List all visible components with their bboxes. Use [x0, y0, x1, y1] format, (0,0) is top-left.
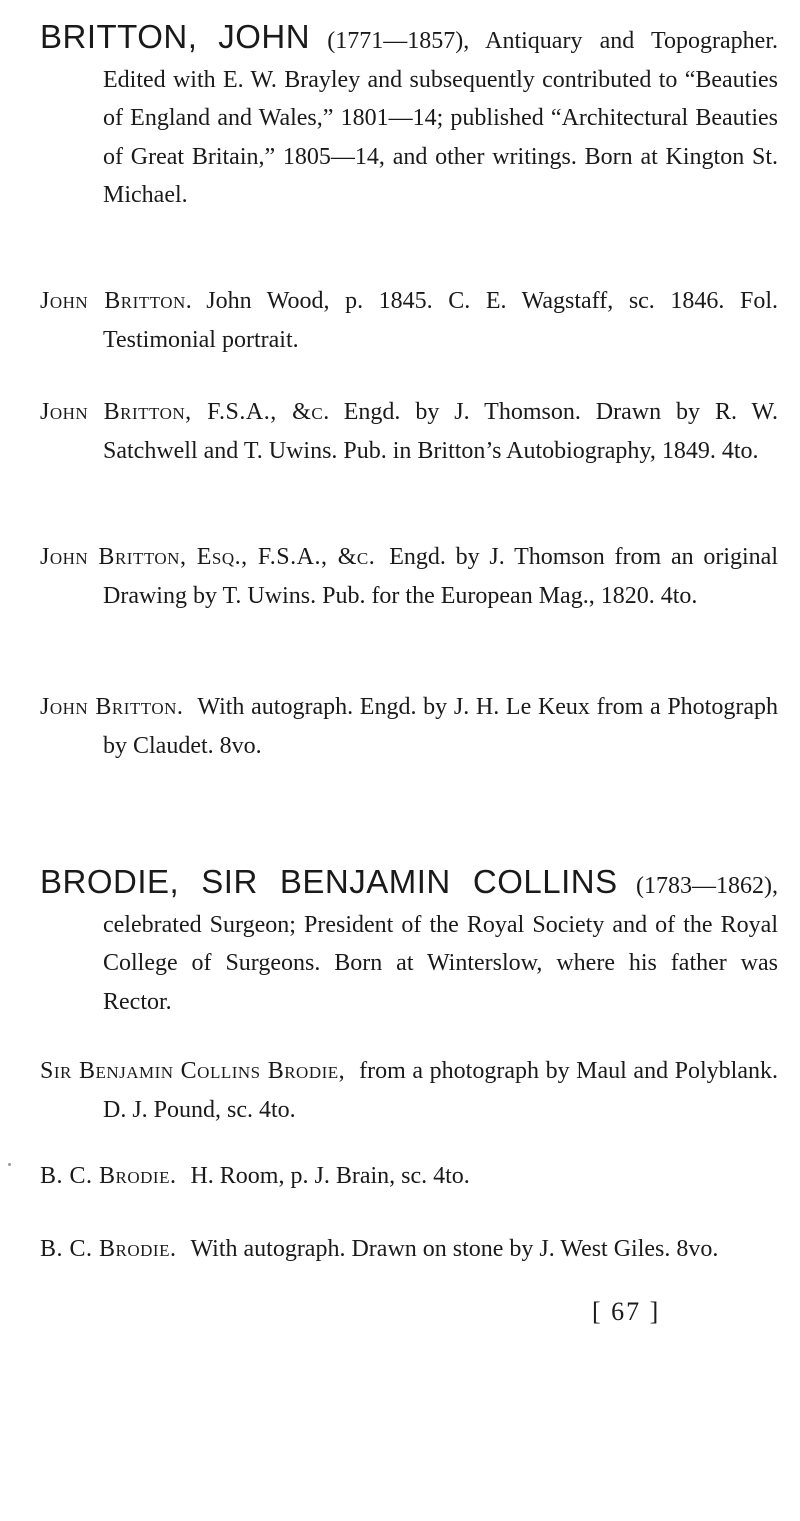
portrait-title: John Britton, F.S.A., &c. — [40, 399, 330, 425]
portrait-title: Sir Benjamin Collins Brodie, — [40, 1058, 346, 1084]
portrait-entry — [40, 393, 778, 470]
portrait-entry — [40, 282, 778, 359]
portrait-entry — [40, 688, 778, 765]
portrait-entry — [40, 1230, 778, 1269]
portrait-text: With autograph. Drawn on stone by J. West Giles. 8vo. — [190, 1236, 719, 1262]
britton-portrait-3 — [40, 538, 778, 615]
britton-dates: (1771—1857), — [327, 28, 470, 54]
brodie-portrait-2 — [40, 1157, 778, 1196]
portrait-text: With autograph. Engd. by J. H. Le Keux from a Photograph by Claudet. 8vo. — [103, 694, 778, 759]
britton-portrait-1 — [40, 282, 778, 359]
portrait-entry — [40, 538, 778, 615]
portrait-title: B. C. Brodie. — [40, 1163, 177, 1189]
portrait-entry — [40, 1157, 778, 1196]
portrait-title: John Britton, Esq., F.S.A., &c. — [40, 544, 376, 570]
portrait-text: John Wood, p. 1845. C. E. Wagstaff, sc. 1846. Fol. Testimonial portrait. — [103, 288, 778, 353]
portrait-title: John Britton. — [40, 288, 193, 314]
brodie-heading — [40, 863, 778, 1021]
brodie-portrait-3 — [40, 1230, 778, 1269]
stray-mark — [8, 1163, 11, 1166]
brodie-portrait-1 — [40, 1052, 778, 1129]
portrait-text: Engd. by J. Thomson. Drawn by R. W. Satchwell and T. Uwins. Pub. in Britton’s Autobiography, 1849. 4to. — [103, 399, 778, 464]
britton-portrait-2 — [40, 393, 778, 470]
britton-portrait-4 — [40, 688, 778, 765]
portrait-entry — [40, 1052, 778, 1129]
page-number: [ 67 ] — [592, 1297, 661, 1326]
portrait-text: from a photograph by Maul and Polyblank. D. J. Pound, sc. 4to. — [103, 1058, 779, 1123]
portrait-text: H. Room, p. J. Brain, sc. 4to. — [190, 1163, 470, 1189]
brodie-dates: (1783—1862), — [636, 873, 778, 899]
brodie-heading-entry — [40, 863, 778, 1021]
brodie-bio: celebrated Surgeon; President of the Royal Society and of the Royal College of Surgeons. Born at Winterslow, where his father was Rector. — [103, 911, 778, 1015]
portrait-title: B. C. Brodie. — [40, 1236, 177, 1262]
britton-bio: Antiquary and Topographer. Edited with E. W. Brayley and subsequently contributed to “Beauties of England and Wales,” 1801—14; published “Architectural Beauties of Great Britain,” 1805—14, and other writings. Born at Kington St. Michael. — [103, 28, 778, 208]
britton-heading-entry — [40, 18, 778, 215]
portrait-text: Engd. by J. Thomson from an original Drawing by T. Uwins. Pub. for the European Mag., 1820. 4to. — [103, 544, 779, 609]
portrait-title: John Britton. — [40, 694, 184, 720]
britton-heading — [40, 18, 778, 215]
brodie-name: BRODIE, SIR BENJAMIN COLLINS — [40, 863, 618, 900]
britton-name: BRITTON, JOHN — [40, 18, 311, 55]
